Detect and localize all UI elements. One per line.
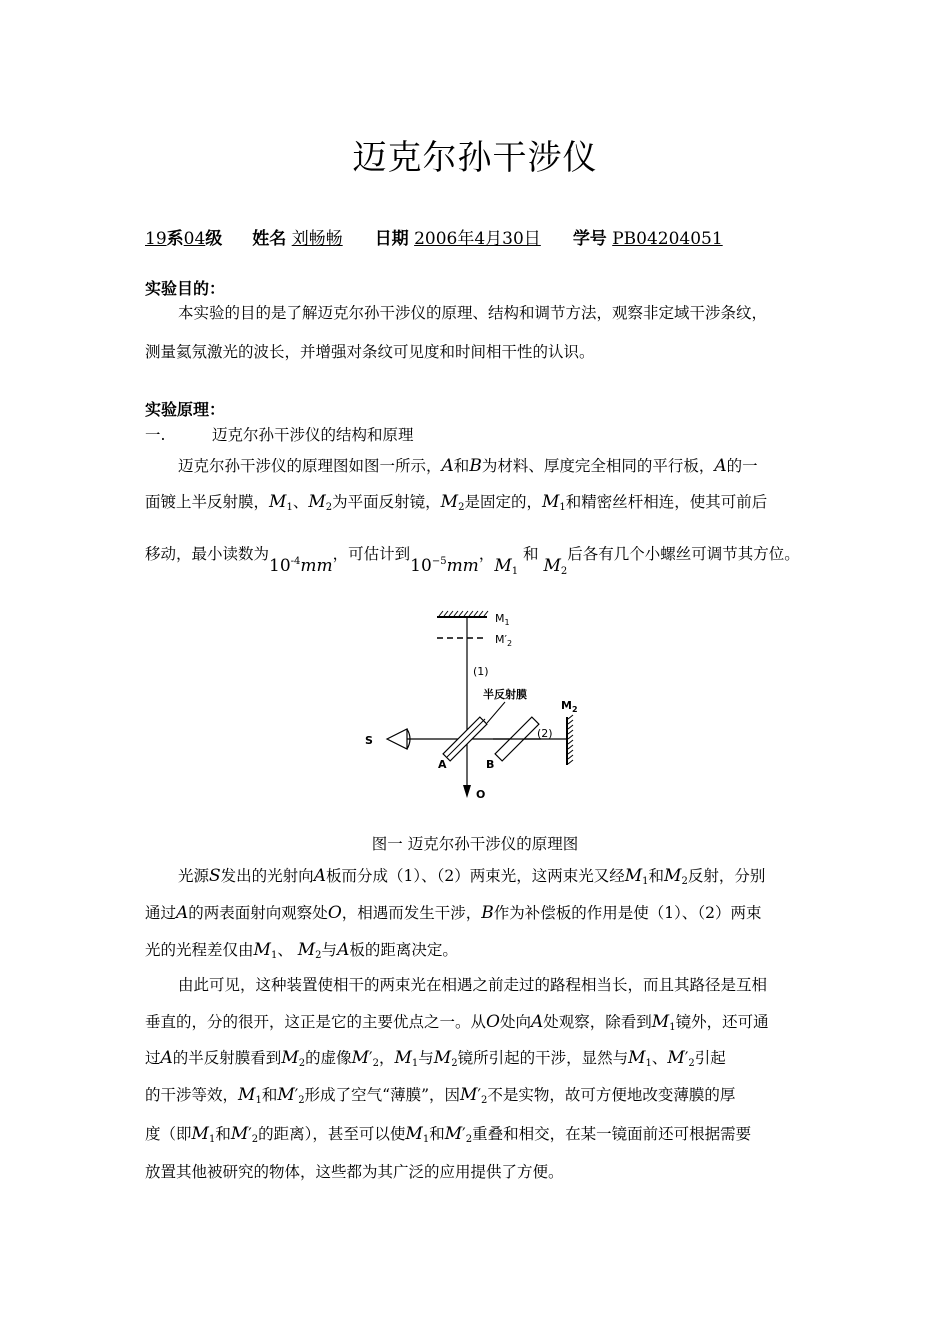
name-value: 刘畅畅 bbox=[291, 229, 343, 249]
label-m2-prime: $M'_2$ bbox=[495, 633, 513, 648]
subsection-title: 迈克尔孙干涉仪的结构和原理 bbox=[212, 426, 414, 444]
source-lens-icon bbox=[387, 729, 407, 749]
purpose-heading: 实验目的： bbox=[145, 279, 226, 298]
id-value: PB04204051 bbox=[612, 229, 723, 249]
michelson-diagram bbox=[355, 605, 595, 805]
principle-paragraph-1-line-1: 迈克尔孙干涉仪的原理图如图一所示，A和B为材料、厚度完全相同的平行板，A的一 bbox=[178, 456, 758, 476]
page-title: 迈克尔孙干涉仪 bbox=[352, 138, 598, 178]
label-output: O bbox=[476, 788, 486, 801]
label-source: S bbox=[365, 734, 373, 747]
grade-number: 04 bbox=[183, 229, 206, 249]
label-half-mirror: 半反射膜 bbox=[483, 688, 527, 701]
name-label: 姓名 bbox=[252, 229, 287, 249]
principle-paragraph-2-line-2: 通过A的两表面射向观察处O，相遇而发生干涉，B作为补偿板的作用是使（1）、（2）两束 bbox=[145, 903, 762, 923]
subsection-number: 一. bbox=[145, 426, 166, 444]
label-plate-b: B bbox=[486, 758, 495, 771]
principle-paragraph-2-line-1: 光源S发出的光射向A板而分成（1）、（2）两束光，这两束光又经$M_1$和$M_2$反射，分别 bbox=[178, 866, 766, 887]
m2-hatching bbox=[568, 715, 573, 764]
principle-paragraph-3-line-6: 放置其他被研究的物体，这些都为其广泛的应用提供了方便。 bbox=[145, 1163, 564, 1181]
principle-paragraph-3-line-1: 由此可见，这种装置使相干的两束光在相遇之前走过的路程相当长，而且其路径是互相 bbox=[178, 976, 768, 994]
date-value: 2006年4月30日 bbox=[414, 229, 541, 249]
half-mirror-pointer bbox=[487, 702, 505, 723]
principle-paragraph-1-line-3: 移动，最小读数为$10^{-4}mm$，可估计到$10^{-5}mm$，$M_1$ 和 $M_2$后各有几个小螺丝可调节其方位。 bbox=[145, 545, 800, 577]
output-arrow-icon bbox=[463, 785, 471, 798]
principle-paragraph-1-line-2: 面镀上半反射膜，$M_1$、$M_2$为平面反射镜，$M_2$是固定的，$M_1$和精密丝杆相连，使其可前后 bbox=[145, 492, 768, 513]
dept-label: 系 bbox=[166, 229, 184, 249]
label-path-1: (1) bbox=[473, 665, 489, 678]
principle-paragraph-3-line-5: 度（即$M_1$和$M'_2$的距离），甚至可以使$M_1$和$M'_2$重叠和相交，在某一镜面前还可根据需要 bbox=[145, 1124, 752, 1145]
label-m2: $M_2$ bbox=[561, 699, 578, 714]
date-label: 日期 bbox=[374, 229, 409, 249]
label-m1: $M_1$ bbox=[495, 612, 510, 627]
purpose-line-2: 测量氦氖激光的波长，并增强对条纹可见度和时间相干性的认识。 bbox=[145, 343, 595, 361]
m1-hatching bbox=[439, 611, 488, 616]
label-path-2: (2) bbox=[537, 727, 553, 740]
purpose-line-1: 本实验的目的是了解迈克尔孙干涉仪的原理、结构和调节方法，观察非定域干涉条纹， bbox=[178, 304, 768, 322]
id-label: 学号 bbox=[572, 229, 607, 249]
student-info bbox=[145, 224, 723, 249]
dept-number: 19 bbox=[145, 229, 167, 249]
principle-paragraph-3-line-3: 过A的半反射膜看到$M_2$的虚像$M'_2$，$M_1$与$M_2$镜所引起的干涉，显然与$M_1$、$M'_2$引起 bbox=[145, 1048, 726, 1069]
principle-paragraph-3-line-4: 的干涉等效，$M_1$和$M'_2$形成了空气“薄膜”，因$M'_2$不是实物，故可方便地改变薄膜的厚 bbox=[145, 1085, 736, 1106]
grade-label: 级 bbox=[205, 229, 223, 249]
label-plate-a: A bbox=[438, 758, 447, 771]
figure-caption: 图一 迈克尔孙干涉仪的原理图 bbox=[371, 835, 579, 853]
principle-paragraph-3-line-2: 垂直的，分的很开，这正是它的主要优点之一。从O处向A处观察，除看到$M_1$镜外，还可通 bbox=[145, 1012, 769, 1033]
principle-heading: 实验原理： bbox=[145, 400, 226, 419]
principle-paragraph-2-line-3: 光的光程差仅由$M_1$、 $M_2$与A板的距离决定。 bbox=[145, 940, 458, 961]
